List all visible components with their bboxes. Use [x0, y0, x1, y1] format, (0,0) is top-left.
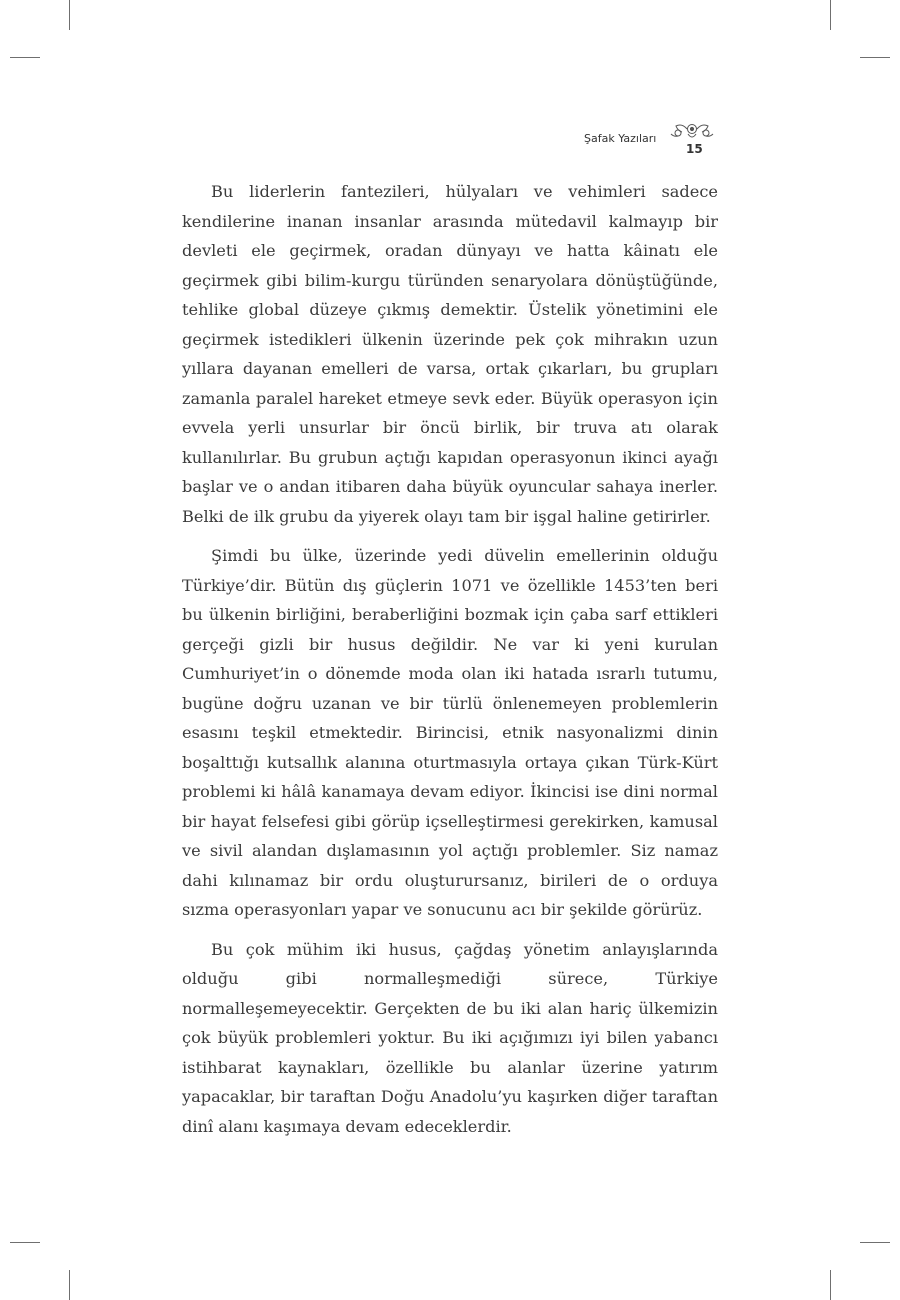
crop-mark-top-right-horizontal [860, 57, 890, 58]
crop-mark-bottom-right-vertical [830, 1270, 831, 1300]
crop-mark-bottom-left-vertical [69, 1270, 70, 1300]
crop-mark-top-left-horizontal [10, 57, 40, 58]
body-text [182, 177, 718, 1141]
book-title: Şafak Yazıları [584, 132, 657, 145]
running-header [540, 120, 720, 160]
crop-mark-top-left-vertical [69, 0, 70, 30]
paragraph-1: Bu liderlerin fantezileri, hülyaları ve vehimleri sadece kendilerine inanan insanlar arasında mütedavil kalmayıp bir devleti ele geçirmek, oradan dünyayı ve hatta kâinatı ele geçirmek gibi bilim-kurgu türünden senaryolara dönüştüğünde, tehlike global düzeye çıkmış demektir. Üstelik yönetimini ele geçirmek istedikleri ülkenin üzerinde pek çok mihrakın uzun yıllara dayanan emelleri de varsa, ortak çıkarları, bu grupları zamanla paralel hareket etmeye sevk eder. Büyük operasyon için evvela yerli unsurlar bir öncü birlik, bir truva atı olarak kullanılırlar. Bu grubun açtığı kapıdan operasyonun ikinci ayağı başlar ve o andan itibaren daha büyük oyuncular sahaya inerler. Belki de ilk grubu da yiyerek olayı tam bir işgal haline getirirler. [182, 182, 718, 526]
crop-mark-top-right-vertical [830, 0, 831, 30]
crop-mark-bottom-right-horizontal [860, 1242, 890, 1243]
paragraph-3: Bu çok mühim iki husus, çağdaş yönetim anlayışlarında olduğu gibi normalleşmediği sürece, Türkiye normalleşemeyecektir. Gerçekten de bu iki alan hariç ülkemizin çok büyük problemleri yoktur. Bu iki açığımızı iyi bilen yabancı istihbarat kaynakları, özellikle bu alanlar üzerine yatırım yapacaklar, bir taraftan Doğu Anadolu’yu kaşırken diğer taraftan dinî alanı kaşımaya devam edeceklerdir. [182, 939, 718, 1136]
paragraph-2: Şimdi bu ülke, üzerinde yedi düvelin emellerinin olduğu Türkiye’dir. Bütün dış güçlerin 1071 ve özellikle 1453’ten beri bu ülkenin birliğini, beraberliğini bozmak için çaba sarf ettikleri gerçeği gizli bir husus değildir. Ne var ki yeni kurulan Cumhuriyet’in o dönemde moda olan iki hatada ısrarlı tutumu, bugüne doğru uzanan ve bir türlü önlenemeyen problemlerin esasını teşkil etmektedir. Birincisi, etnik nasyonalizmi dinin boşalttığı kutsallık alanına oturtmasıyla ortaya çıkan Türk-Kürt problemi ki hâlâ kanamaya devam ediyor. İkincisi ise dini normal bir hayat felsefesi gibi görüp içselleştirmesi gerekirken, kamusal ve sivil alandan dışlamasının yol açtığı problemler. Siz namaz dahi kılınamaz bir ordu oluşturursanız, birileri de o orduya sızma operasyonları yapar ve sonucunu acı bir şekilde görürüz. [182, 546, 718, 919]
crop-mark-bottom-left-horizontal [10, 1242, 40, 1243]
page-number: 15 [686, 142, 703, 156]
floral-ornament-icon [668, 120, 716, 142]
